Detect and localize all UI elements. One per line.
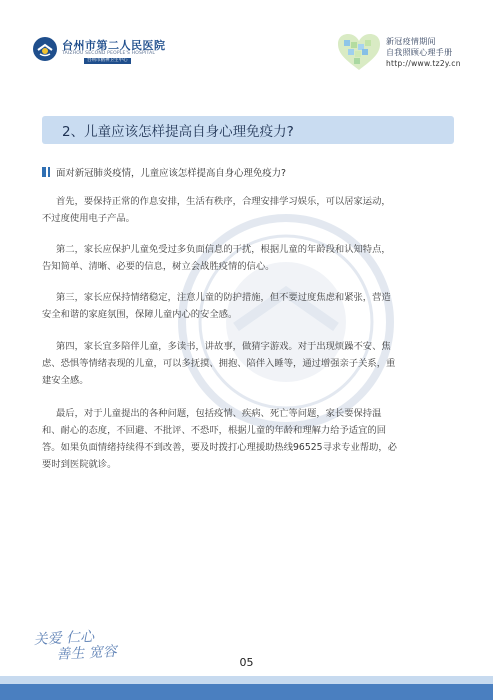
hospital-logo-icon	[33, 37, 57, 61]
paragraph-line: 最后，对于儿童提出的各种问题，包括疫情、疾病、死亡等问题，家长要保持温	[56, 408, 382, 419]
paragraph-line: 安全和谐的家庭氛围，保障儿童内心的安全感。	[42, 309, 238, 320]
paragraph-line: 建安全感。	[42, 375, 89, 386]
paragraph-2	[42, 241, 458, 275]
handbook-brand	[386, 36, 461, 69]
brand-url[interactable]: http://www.tz2y.cn	[386, 59, 461, 68]
brand-title: 新冠疫情期间	[386, 37, 436, 46]
paragraph-line: 告知简单、清晰、必要的信息，树立会战胜疫情的信心。	[42, 261, 275, 272]
footer-bar	[0, 676, 493, 700]
paragraph-line: 要时到医院就诊。	[42, 459, 117, 470]
paragraph-4	[42, 338, 458, 389]
paragraph-line: 第四，家长宜多陪伴儿童，多读书，讲故事，做猜字游戏。对于出现烦躁不安、焦	[56, 341, 391, 352]
heart-mosaic-icon	[336, 32, 382, 72]
page-number: 05	[239, 656, 254, 669]
page-header	[0, 0, 493, 80]
section-title: 2、儿童应该怎样提高自身心理免疫力?	[62, 124, 294, 140]
section-title-box	[42, 116, 454, 144]
hospital-english-name: TAIZHOU SECOND PEOPLE'S HOSPITAL	[62, 51, 156, 56]
paragraph-line: 第三，家长应保持情绪稳定，注意儿童的防护措施，但不要过度焦虑和紧张，营造	[56, 292, 391, 303]
paragraph-line: 首先，要保持正常的作息安排，生活有秩序，合理安排学习娱乐，可以居家运动，	[56, 196, 391, 207]
paragraph-3	[42, 289, 458, 323]
paragraph-line: 第二，家长应保护儿童免受过多负面信息的干扰，根据儿童的年龄段和认知特点，	[56, 244, 391, 255]
signature-line-1: 关爱 仁心	[33, 629, 95, 649]
footer-band-light	[0, 676, 493, 684]
paragraph-line: 不过度使用电子产品。	[42, 213, 135, 224]
footer-band-dark	[0, 684, 493, 700]
question-marker	[42, 167, 46, 177]
paragraph-line: 答。如果负面情绪持续得不到改善，要及时拨打心理援助热线96525寻求专业帮助，必	[42, 442, 397, 453]
paragraph-line: 和、耐心的态度，不回避、不批评、不恐吓，根据儿童的年龄和理解力给予适宜的回	[42, 425, 386, 436]
paragraph-1	[42, 193, 458, 227]
brand-subtitle: 自我照顾心理手册	[386, 48, 453, 57]
hospital-name: 台州市第二人民医院	[62, 39, 166, 52]
question-line	[42, 165, 454, 179]
paragraph-line: 虑、恐惧等情绪表现的儿童，可以多抚摸、拥抱、陪伴入睡等，通过增强亲子关系，重	[42, 358, 396, 369]
question-marker-bar	[48, 167, 50, 177]
paragraph-5	[42, 405, 458, 473]
question-text: 面对新冠肺炎疫情，儿童应该怎样提高自身心理免疫力?	[56, 168, 286, 179]
signature-line-2: 善生 宽容	[56, 643, 118, 663]
hospital-subtitle: 台州市精神卫生中心	[84, 58, 131, 64]
